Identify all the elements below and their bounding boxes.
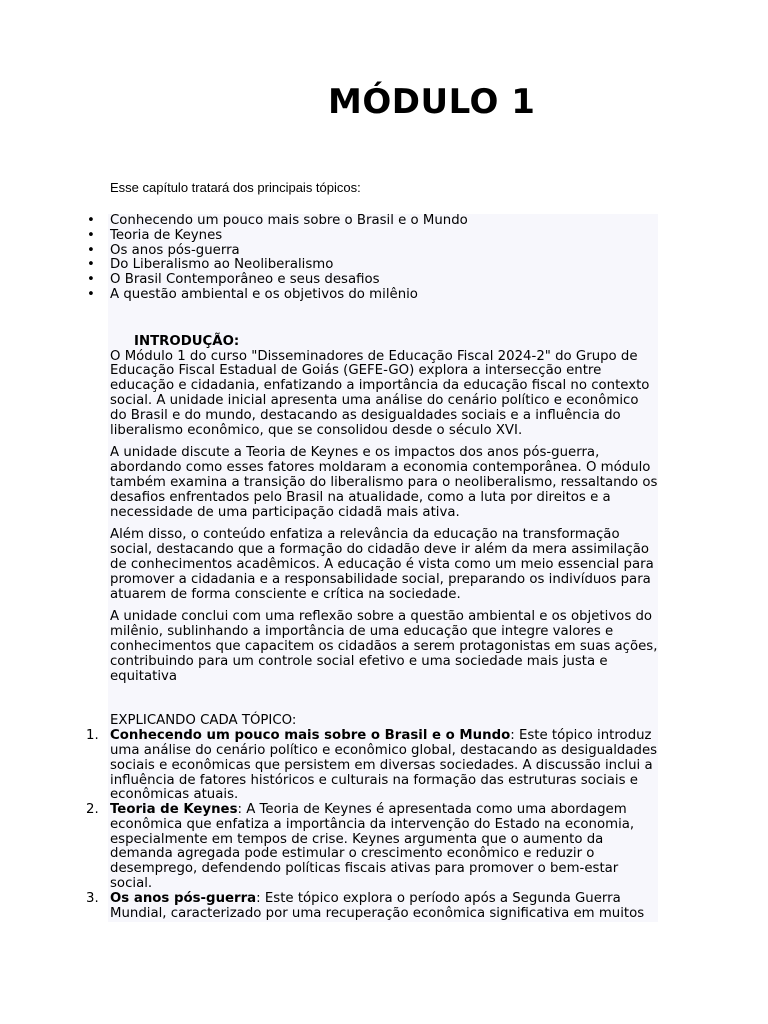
topic-item: • O Brasil Contemporâneo e seus desafios bbox=[110, 273, 658, 288]
explain-item-term: Os anos pós-guerra bbox=[110, 890, 257, 906]
explain-item bbox=[86, 802, 658, 892]
topic-item: • A questão ambiental e os objetivos do milênio bbox=[110, 288, 658, 303]
explain-item-text: : Este tópico introduz uma análise do cenário político e econômico global, destacando as desigualdades sociais e econômicas que persistem em diversas sociedades. A discussão inclui a influência de fatores históricos e culturais na formação das estruturas sociais e econômicas atuais. bbox=[110, 728, 658, 803]
explain-item-term: Conhecendo um pouco mais sobre o Brasil e o Mundo bbox=[110, 728, 511, 744]
explain-list bbox=[86, 728, 658, 921]
explain-item bbox=[86, 728, 658, 803]
explain-item-text: : A Teoria de Keynes é apresentada como uma abordagem econômica que enfatiza a importância da intervenção do Estado na economia, especialmente em tempos de crise. Keynes argumenta que o aumento da demanda agregada pode estimular o crescimento econômico e reduzir o desemprego, defendendo políticas fiscais ativas para promover o bem-estar social. bbox=[110, 802, 635, 892]
introduction-paragraph: A unidade conclui com uma reflexão sobre a questão ambiental e os objetivos do milênio, sublinhando a importância de uma educação que integre valores e conhecimentos que capacitem os cidadãos a serem protagonistas em suas ações, contribuindo para um controle social efetivo e uma sociedade mais justa e equitativa bbox=[110, 609, 658, 684]
explain-item-number: 3. bbox=[86, 890, 99, 906]
introduction-paragraph: A unidade discute a Teoria de Keynes e os impactos dos anos pós-guerra, abordando como esses fatores moldaram a economia contemporânea. O módulo também examina a transição do liberalismo para o neoliberalismo, ressaltando os desafios enfrentados pelo Brasil na atualidade, como a luta por direitos e a necessidade de uma participação cidadã mais ativa. bbox=[110, 445, 658, 520]
topic-item: • Conhecendo um pouco mais sobre o Brasil e o Mundo bbox=[110, 214, 658, 229]
intro-line: Esse capítulo tratará dos principais tópicos: bbox=[110, 180, 361, 195]
explain-item-number: 1. bbox=[86, 728, 99, 744]
topic-item: • Teoria de Keynes bbox=[110, 229, 658, 244]
introduction-paragraph: Além disso, o conteúdo enfatiza a relevância da educação na transformação social, destacando que a formação do cidadão deve ir além da mera assimilação de conhecimentos acadêmicos. A educação é vista como um meio essencial para promover a cidadania e a responsabilidade social, preparando os indivíduos para atuarem de forma consciente e crítica na sociedade. bbox=[110, 527, 654, 602]
topic-list bbox=[110, 214, 658, 303]
introduction-paragraph: O Módulo 1 do curso "Disseminadores de Educação Fiscal 2024-2" do Grupo de Educação Fiscal Estadual de Goiás (GEFE-GO) explora a intersecção entre educação e cidadania, enfatizando a importância da educação fiscal no contexto social. A unidade inicial apresenta uma análise do cenário político e econômico do Brasil e do mundo, destacando as desigualdades sociais e a influência do liberalismo econômico, que se consolidou desde o século XVI. bbox=[110, 348, 650, 438]
introduction-heading: INTRODUÇÃO: bbox=[134, 333, 240, 349]
page-title: MÓDULO 1 bbox=[328, 82, 536, 122]
topic-item: • Do Liberalismo ao Neoliberalismo bbox=[110, 258, 658, 273]
explain-item-number: 2. bbox=[86, 802, 99, 818]
document-body bbox=[86, 213, 658, 921]
explain-item-text: : Este tópico explora o período após a Segunda Guerra Mundial, caracterizado por uma recuperação econômica significativa em muitos bbox=[110, 890, 645, 921]
explain-item-term: Teoria de Keynes bbox=[110, 802, 238, 818]
explain-heading: EXPLICANDO CADA TÓPICO: bbox=[110, 713, 297, 729]
explain-item bbox=[86, 890, 658, 922]
topic-item: • Os anos pós-guerra bbox=[110, 244, 658, 259]
